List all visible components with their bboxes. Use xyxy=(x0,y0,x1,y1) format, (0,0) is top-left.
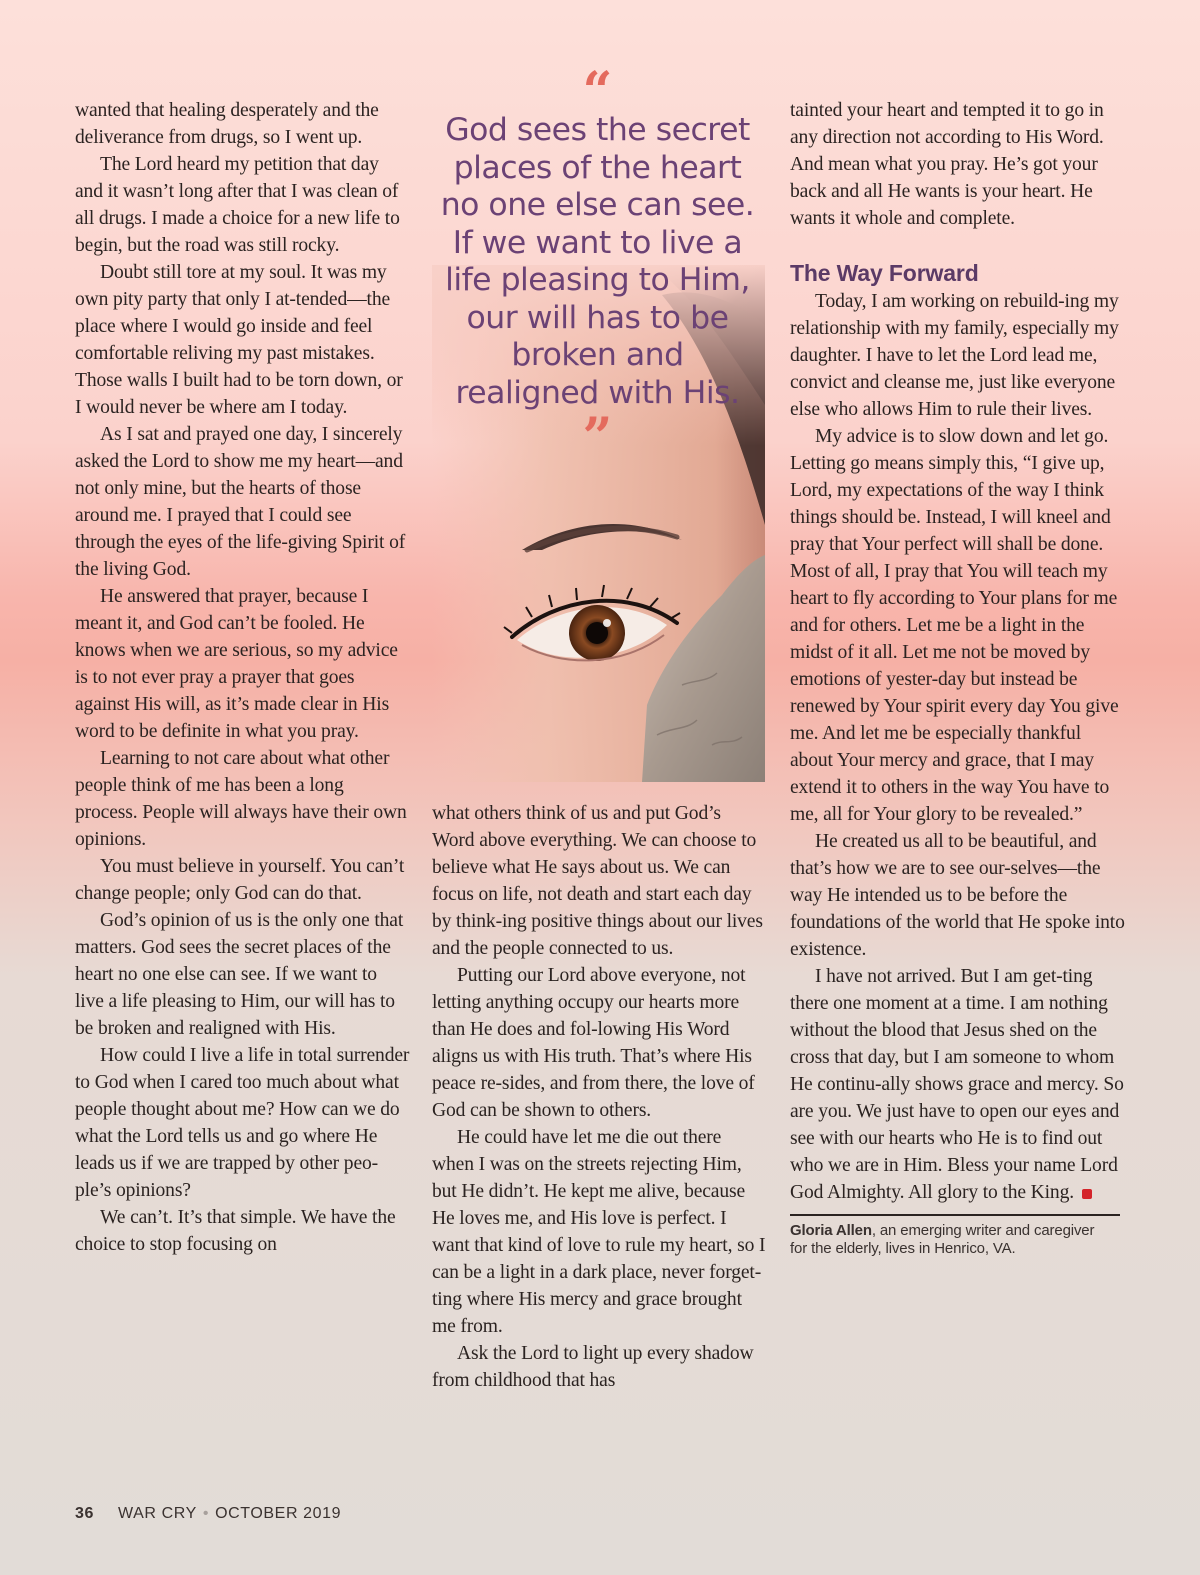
paragraph: He could have let me die out there when I was on the streets rejecting Him, but He didn’t. He kept me alive, because He loves me, and His love is perfect. I want that kind of love to rule my heart, so I can be a light in a dark place, never forget-ting where His mercy and grace brought me from. xyxy=(432,1127,766,1337)
paragraph: Putting our Lord above everyone, not letting anything occupy our hearts more than He does and fol-lowing His Word aligns us with His truth. That’s where His peace re-sides, and from there, the love of God can be shown to others. xyxy=(432,965,755,1121)
section-heading: The Way Forward xyxy=(790,260,979,286)
article-column-2 xyxy=(432,800,767,1394)
article-column-1 xyxy=(75,97,410,1258)
paragraph: tainted your heart and tempted it to go in any direction not according to His Word. And mean what you pray. He’s got your back and all He wants is your heart. He wants it whole and complete. xyxy=(790,100,1104,229)
author-bio-text: , an emerging writer and caregiver for the elderly, lives in Henrico, VA. xyxy=(790,1222,1095,1257)
paragraph: My advice is to slow down and let go. Letting go means simply this, “I give up, Lord, my expectations of the way I think things should be. Instead, I will kneel and pray that Your perfect will shall be done. Most of all, I pray that You will teach my heart to fly according to Your plans for me and for others. Let me be a light in the midst of it all. Let me not be moved by emotions of yester-day but instead be renewed by Your spirit every day You give me. And let me be especially thankful about Your mercy and grace, that I may extend it to others in the way You have to me, all for Your glory to be revealed.” xyxy=(790,426,1119,825)
author-name: Gloria Allen xyxy=(790,1222,872,1239)
close-quote-mark: ” xyxy=(582,407,613,468)
paragraph: Learning to not care about what other people think of me has been a long process. People will always have their own opinions. xyxy=(75,748,407,850)
paragraph-text: I have not arrived. But I am get-ting there one moment at a time. I am nothing without the blood that Jesus shed on the cross that day, but I am someone to whom He continu-ally shows grace and mercy. So are you. We just have to open our eyes and see with our hearts who He is to find out who we are in Him. Bless your name Lord God Almighty. All glory to the King. xyxy=(790,966,1124,1203)
paragraph: God’s opinion of us is the only one that matters. God sees the secret places of the heart no one else can see. If we want to live a life pleasing to Him, our will has to be broken and realigned with His. xyxy=(75,910,404,1039)
pull-quote xyxy=(440,61,755,468)
magazine-name: WAR CRY xyxy=(118,1505,197,1522)
paragraph: Doubt still tore at my soul. It was my own pity party that only I at-tended—the place where I would go inside and feel comfortable reliving my past mistakes. Those walls I built had to be torn down, or I would never be where am I today. xyxy=(75,262,403,418)
paragraph: Today, I am working on rebuild-ing my relationship with my family, especially my daughter. I have to let the Lord lead me, convict and cleanse me, just like everyone else who allows Him to rule their lives. xyxy=(790,291,1119,420)
paragraph: You must believe in yourself. You can’t change people; only God can do that. xyxy=(75,856,405,904)
pull-quote-text: God sees the secret places of the heart no one else can see. If we want to live a life pleasing to Him, our will has to be broken and realigned with His. xyxy=(440,112,755,411)
paragraph: He created us all to be beautiful, and that’s how we are to see our-selves—the way He intended us to be before the foundations of the world that He spoke into existence. xyxy=(790,831,1125,960)
page-number: 36 xyxy=(75,1505,94,1522)
divider xyxy=(790,1214,1120,1216)
author-bio xyxy=(790,1222,1110,1258)
end-mark-icon xyxy=(1082,1189,1092,1199)
paragraph: The Lord heard my petition that day and it wasn’t long after that I was clean of all drugs. I made a choice for a new life to begin, but the road was still rocky. xyxy=(75,154,400,256)
paragraph: what others think of us and put God’s Word above everything. We can choose to believe what He says about us. We can focus on life, not death and start each day by think-ing positive things about our lives and the people connected to us. xyxy=(432,803,763,959)
page-footer xyxy=(75,1505,341,1523)
paragraph: wanted that healing desperately and the deliverance from drugs, so I went up. xyxy=(75,100,379,148)
open-quote-mark: “ xyxy=(582,61,613,122)
paragraph: How could I live a life in total surrender to God when I cared too much about what people thought about me? How can we do what the Lord tells us and go where He leads us if we are trapped by other peo-ple’s opinions? xyxy=(75,1045,410,1201)
paragraph: As I sat and prayed one day, I sincerely asked the Lord to show me my heart—and not only mine, but the hearts of those around me. I prayed that I could see through the eyes of the life-giving Spirit of the living God. xyxy=(75,424,406,580)
paragraph: Ask the Lord to light up every shadow from childhood that has xyxy=(432,1343,754,1391)
paragraph: We can’t. It’s that simple. We have the choice to stop focusing on xyxy=(75,1207,396,1255)
paragraph-final xyxy=(790,963,1125,1206)
separator-dot: • xyxy=(202,1505,210,1522)
article-column-3 xyxy=(790,97,1125,1258)
paragraph: He answered that prayer, because I meant it, and God can’t be fooled. He knows when we are serious, so my advice is to not ever pray a prayer that goes against His will, as it’s made clear in His word to be definite in what you pray. xyxy=(75,586,398,742)
issue-date: OCTOBER 2019 xyxy=(215,1505,342,1522)
